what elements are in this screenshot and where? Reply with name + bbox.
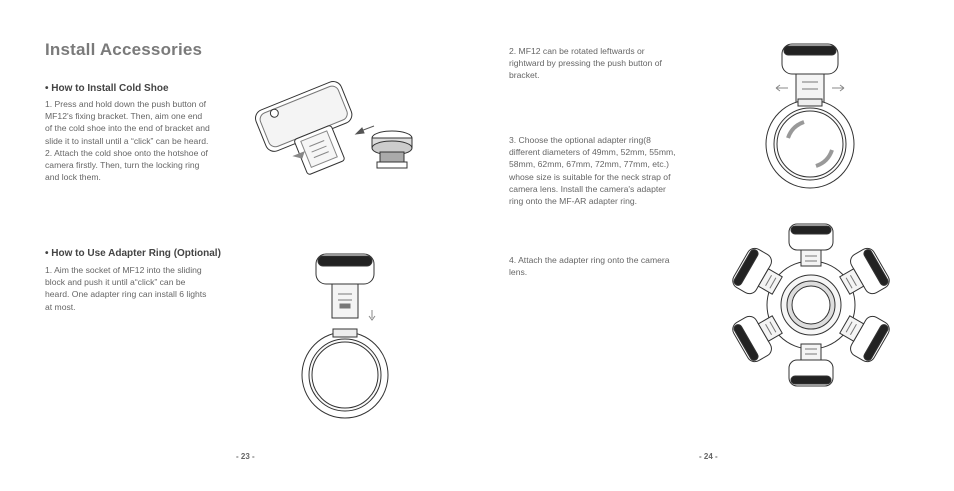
cold-shoe-instructions	[45, 98, 255, 183]
text-line: rightward by pressing the push button of	[509, 58, 662, 69]
text-line: of the cold shoe into the end of bracket and	[45, 123, 210, 134]
text-line: ring onto the MF-AR adapter ring.	[509, 196, 638, 207]
adapter-ring-instructions	[45, 264, 255, 313]
page-number: - 23 -	[236, 452, 255, 461]
cold-shoe-heading: • How to Install Cold Shoe	[45, 83, 169, 94]
text-line: 1. Press and hold down the push button of	[45, 99, 207, 109]
text-line: camera firstly. Then, turn the locking ring	[45, 160, 200, 171]
text-line: 4. Attach the adapter ring onto the camera	[509, 255, 670, 265]
cold-shoe-illustration	[250, 72, 420, 187]
text-line: 3. Choose the optional adapter ring(8	[509, 135, 651, 145]
page-title: Install Accessories	[45, 40, 203, 59]
adapter-ring-heading: • How to Use Adapter Ring (Optional)	[45, 248, 221, 259]
text-line: bracket.	[509, 70, 540, 81]
text-line: MF12's fixing bracket. Then, aim one end	[45, 111, 203, 122]
step3-text	[509, 134, 729, 207]
text-line: block and push it until a“click” can be	[45, 277, 186, 288]
text-line: 1. Aim the socket of MF12 into the sliding	[45, 265, 202, 275]
six-lights-ring-illustration	[729, 222, 894, 388]
step4-text	[509, 254, 729, 278]
text-line: camera lens. Install the camera's adapter	[509, 183, 666, 194]
text-line: 2. MF12 can be rotated leftwards or	[509, 46, 645, 56]
page-number: - 24 -	[699, 452, 718, 461]
text-line: 2. Attach the cold shoe onto the hotshoe of	[45, 147, 208, 158]
rotation-illustration	[762, 42, 857, 190]
text-line: 58mm, 62mm, 67mm, 72mm, 77mm, etc.)	[509, 159, 669, 170]
text-line: heard. One adapter ring can install 6 lights	[45, 289, 207, 300]
text-line: whose size is suitable for the neck strap of	[509, 171, 671, 182]
text-line: different diameters of 49mm, 52mm, 55mm,	[509, 147, 676, 158]
step2-text	[509, 45, 729, 82]
mf12-adapter-ring-illustration	[300, 250, 390, 420]
text-line: and lock them.	[45, 172, 101, 183]
right-page	[477, 0, 954, 491]
text-line: at most.	[45, 301, 76, 312]
text-line: slide it to install until a “click” can be heard.	[45, 135, 209, 146]
text-line: lens.	[509, 267, 528, 278]
